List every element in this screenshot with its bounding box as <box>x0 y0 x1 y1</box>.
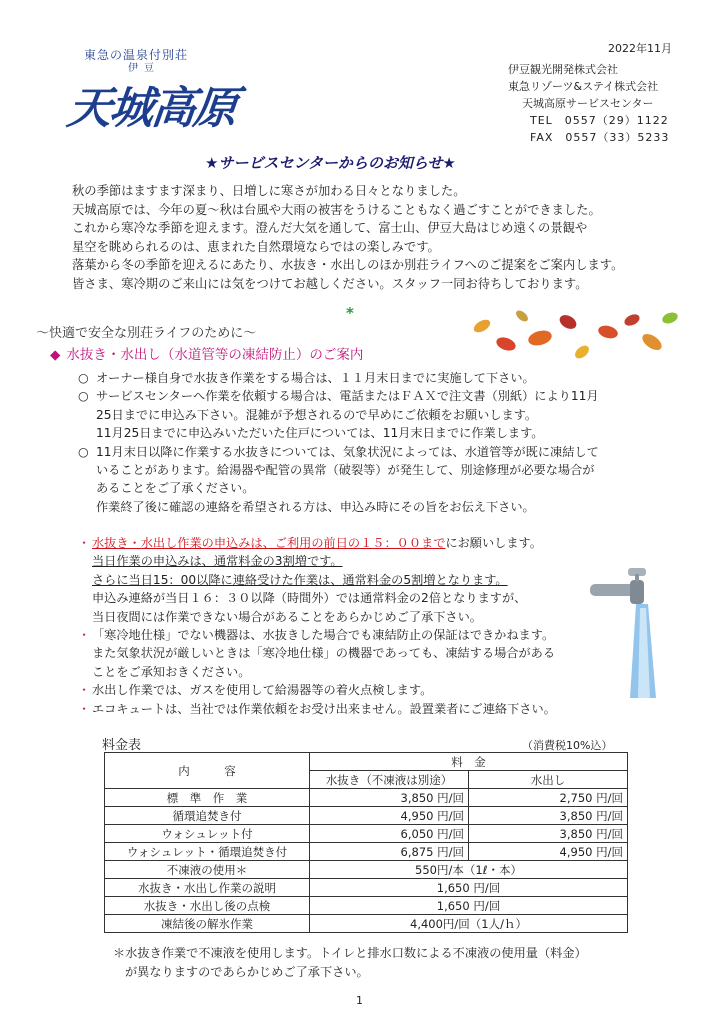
footnote-line: が異なりますのであらかじめご了承下さい。 <box>125 964 369 979</box>
intro-line: 秋の季節はますます深まり、日増しに寒さが加わる日々となりました。 <box>72 184 466 198</box>
table-row <box>105 861 628 879</box>
table-row <box>105 915 628 933</box>
list-item-text: オーナー様自身で水抜き作業をする場合は、１１月末日までに実施して下さい。 <box>96 371 535 385</box>
company-tel: TEL 0557（29）1122 <box>530 114 669 127</box>
company-fax: FAX 0557（33）5233 <box>530 131 670 144</box>
leaf-icon <box>527 328 554 348</box>
water-faucet-illustration <box>590 564 670 704</box>
deadline-text: 水抜き・水出し作業の申込みは、ご利用の前日の１５：００まで <box>92 536 446 550</box>
row-item: 不凍液の使用＊ <box>105 861 310 879</box>
leaf-icon <box>623 312 642 328</box>
bullet-text: 「寒冷地仕様」でない機器は、水抜きした場合でも凍結防止の保証はできかねます。 <box>92 628 555 643</box>
logo-subtitle: 東急の温泉付別荘 <box>84 48 189 62</box>
intro-line: 星空を眺められるのは、恵まれた自然環境ならではの楽しみです。 <box>72 239 440 254</box>
bullet-dot-icon: ・ <box>78 536 91 550</box>
issue-date: 2022年11月 <box>608 42 672 55</box>
tax-note: （消費税10%込） <box>522 739 613 752</box>
header-drain: 水抜き（不凍液は別途） <box>310 771 469 789</box>
list-item-continuation: 作業終了後に確認の連絡を希望される方は、申込み時にその旨をお伝え下さい。 <box>96 499 535 514</box>
intro-paragraph <box>72 182 623 293</box>
row-item: 水抜き・水出し後の点検 <box>105 897 310 915</box>
row-item: ウォシュレット付 <box>105 825 310 843</box>
list-item-text: 11月末日以降に作業する水抜きについては、気象状況によっては、水道管等が既に凍結して <box>96 444 599 459</box>
bullet-continuation: さらに当日15：00以降に連絡受けた作業は、通常料金の5割増となります。 <box>92 572 508 587</box>
intro-line: 皆さま、寒冷期のご来山には気をつけてお越しください。スタッフ一同お待ちしております。 <box>72 276 588 291</box>
bullet-continuation: 当日作業の申込みは、通常料金の3割増です。 <box>92 554 343 569</box>
table-row <box>105 879 628 897</box>
logo-region: 伊豆 <box>128 63 160 74</box>
intro-line: 落葉から冬の季節を迎えるにあたり、水抜き・水出しのほか別荘ライフへのご提案をご案内します。 <box>72 258 624 272</box>
bullet-continuation: また気象状況が厳しいときは「寒冷地仕様」の機器であっても、凍結する場合がある <box>92 646 556 661</box>
leaf-icon <box>597 324 619 341</box>
footnote <box>113 944 587 981</box>
row-item: 標 準 作 業 <box>105 789 310 807</box>
drain-fee: 6,875 円/回 <box>310 843 469 861</box>
bullet-item <box>78 534 556 552</box>
footnote-line: ＊水抜き作業で不凍液を使用します。トイレと排水口数による不凍液の使用量（料金） <box>113 946 587 960</box>
list-item <box>78 369 599 387</box>
bullet-item <box>78 681 556 699</box>
company-line-2: 東急リゾーツ&ステイ株式会社 <box>508 80 659 93</box>
drain-fee: 3,850 円/回 <box>310 789 469 807</box>
company-block <box>508 61 669 146</box>
fill-fee: 2,750 円/回 <box>469 789 628 807</box>
list-item-continuation: 11月25日までに申込みいただいた住戸については、11月末日までに作業します。 <box>96 426 544 441</box>
list-item <box>78 443 599 461</box>
circle-icon: ○ <box>78 389 89 404</box>
page-number: 1 <box>356 994 363 1007</box>
notes-list <box>78 534 556 718</box>
bullet-dot-icon: ・ <box>78 701 91 716</box>
leaf-icon <box>640 331 665 353</box>
table-row <box>105 807 628 825</box>
fill-fee: 4,950 円/回 <box>469 843 628 861</box>
bullet-item <box>78 700 556 718</box>
diamond-icon: ◆ <box>50 347 61 363</box>
leaf-icon <box>472 317 493 335</box>
decorative-star: * <box>346 304 354 322</box>
list-item-text: サービスセンターへ作業を依頼する場合は、電話またはＦＡＸで注文書（別紙）により11月 <box>96 389 599 404</box>
bullet-text: エコキュートは、当社では作業依頼をお受け出来ません。設置業者にご連絡下さい。 <box>92 701 556 716</box>
merged-fee: 4,400円/回（1人/ｈ） <box>310 915 628 933</box>
drain-fee: 6,050 円/回 <box>310 825 469 843</box>
notice-title: ★サービスセンターからのお知らせ★ <box>205 154 456 172</box>
list-item-continuation: 25日までに申込み下さい。混雑が予想されるので早めにご依頼をお願いします。 <box>96 407 538 422</box>
intro-line: 天城高原では、今年の夏～秋は台風や大雨の被害をうけることもなく過ごすことができました。 <box>72 202 601 217</box>
company-line-3: 天城高原サービスセンター <box>522 97 654 110</box>
bullet-item <box>78 626 556 644</box>
table-row <box>105 843 628 861</box>
drain-fee: 4,950 円/回 <box>310 807 469 825</box>
header-item: 内 容 <box>105 753 310 789</box>
header-fee: 料 金 <box>310 753 628 771</box>
row-item: 循環追焚き付 <box>105 807 310 825</box>
leaf-icon <box>573 343 592 361</box>
circle-icon: ○ <box>78 444 89 459</box>
intro-line: これから寒冷な季節を迎えます。澄んだ大気を通して、富士山、伊豆大島はじめ遠くの景観や <box>72 221 588 235</box>
merged-fee: 1,650 円/回 <box>310 879 628 897</box>
procedure-list <box>78 369 599 516</box>
bullet-continuation: ことをご承知おきください。 <box>92 664 251 679</box>
fee-table <box>104 752 628 933</box>
row-item: 凍結後の解氷作業 <box>105 915 310 933</box>
bullet-text: にお願いします。 <box>445 536 542 550</box>
bullet-continuation: 当日夜間には作業できない場合があることをあらかじめご了承下さい。 <box>92 609 482 624</box>
merged-fee: 550円/本（1ℓ・本） <box>310 861 628 879</box>
list-item-continuation: いることがあります。給湯器や配管の異常（破裂等）が発生して、別途修理が必要な場合が <box>96 463 595 478</box>
bullet-continuation: 申込み連絡が当日１６：３０以降（時間外）では通常料金の2倍となりますが、 <box>92 591 527 606</box>
logo-name: 天城高原 <box>64 83 239 134</box>
leaf-icon <box>557 312 579 331</box>
header-fill: 水出し <box>469 771 628 789</box>
bullet-dot-icon: ・ <box>78 628 91 643</box>
row-item: 水抜き・水出し作業の説明 <box>105 879 310 897</box>
table-row <box>105 753 628 771</box>
leaf-icon <box>514 308 530 323</box>
autumn-leaves-illustration <box>464 304 684 366</box>
fill-fee: 3,850 円/回 <box>469 825 628 843</box>
row-item: ウォシュレット・循環追焚き付 <box>105 843 310 861</box>
leaf-icon <box>661 311 679 326</box>
company-line-1: 伊豆観光開発株式会社 <box>508 63 618 76</box>
fill-fee: 3,850 円/回 <box>469 807 628 825</box>
fee-table-title: 料金表 <box>102 738 142 753</box>
sub-title-text: 水抜き・水出し（水道管等の凍結防止）のご案内 <box>66 347 364 363</box>
circle-icon: ○ <box>78 371 89 385</box>
table-row <box>105 789 628 807</box>
merged-fee: 1,650 円/回 <box>310 897 628 915</box>
list-item-continuation: あることをご了承ください。 <box>96 481 255 496</box>
table-row <box>105 825 628 843</box>
list-item <box>78 387 599 405</box>
leaf-icon <box>495 335 518 353</box>
bullet-text: 水出し作業では、ガスを使用して給湯器等の着火点検します。 <box>92 683 433 698</box>
section-title: ～快適で安全な別荘ライフのために～ <box>36 326 257 341</box>
bullet-dot-icon: ・ <box>78 683 91 698</box>
table-row <box>105 897 628 915</box>
sub-title <box>50 343 363 363</box>
